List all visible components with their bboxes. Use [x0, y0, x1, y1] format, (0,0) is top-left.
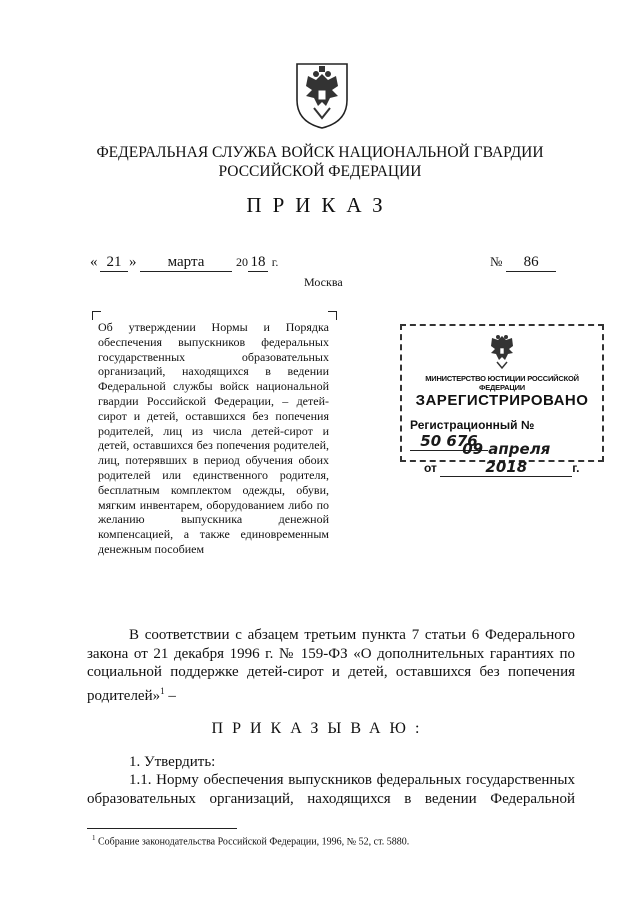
- title-bracket-right: [328, 311, 337, 320]
- org-name-line2: РОССИЙСКОЙ ФЕДЕРАЦИИ: [218, 163, 422, 180]
- stamp-registered: ЗАРЕГИСТРИРОВАНО: [415, 392, 589, 409]
- date-year-suffix: 18: [248, 254, 268, 272]
- document-title: Об утверждении Нормы и Порядка обеспечения выпускников федеральных государственных образовательных организаций, находящихся в ведении Федеральной службы войск национальной гвардии Российской Федерации, – детей-сирот и детей, оставшихся без попечения родителей, лиц из числа детей-сирот и детей, оставшихся без попечения родителей, лиц, потерявших в период обучения обоих родителей или единственного родителя, бесплатным комплектом одежды, обуви, мягким инвентарем, оборудованием либо по желанию выпускника денежной компенсацией, а также единовременным денежным пособием: [98, 320, 329, 556]
- stamp-reg-value: 50 676: [410, 432, 488, 451]
- document-type-heading: ПРИКАЗ: [246, 193, 394, 217]
- date-year: [236, 254, 278, 272]
- footnote-text: Собрание законодательства Российской Федерации, 1996, № 52, ст. 5880.: [95, 836, 410, 848]
- preamble-dash: –: [164, 687, 176, 704]
- stamp-reg-label: Регистрационный №: [410, 418, 535, 432]
- order-number: [490, 254, 556, 272]
- stamp-emblem-icon: [484, 332, 520, 370]
- item-1-1: 1.1. Норму обеспечения выпускников федеральных государственных образовательных организаций, находящихся в ведении Федеральной: [87, 772, 575, 807]
- date-open-quote: «: [90, 254, 98, 270]
- date-day: [100, 254, 128, 272]
- org-name-line1: ФЕДЕРАЛЬНАЯ СЛУЖБА ВОЙСК НАЦИОНАЛЬНОЙ ГВАРДИИ: [96, 144, 544, 161]
- footnote: [92, 834, 409, 847]
- date-month: [140, 254, 232, 272]
- stamp-ministry: МИНИСТЕРСТВО ЮСТИЦИИ РОССИЙСКОЙ ФЕДЕРАЦИИ: [425, 374, 579, 392]
- date-close-quote: »: [129, 254, 137, 270]
- stamp-from-label: от: [424, 461, 437, 475]
- title-bracket-left: [92, 311, 101, 320]
- number-sign: №: [490, 254, 503, 269]
- date-month-value: марта: [140, 254, 232, 272]
- footnote-reference: 1: [160, 685, 165, 696]
- registration-stamp: [400, 324, 604, 476]
- preamble-text: В соответствии с абзацем третьим пункта 7 статьи 6 Федерального закона от 21 декабря 1996 г. № 159-ФЗ «О дополнительных гарантиях по социальной поддержке детей-сирот и детей, оставшихся без попечения родителей»: [87, 627, 575, 704]
- date-day-value: 21: [100, 254, 128, 272]
- stamp-date-value: 09 апреля 2018: [440, 440, 572, 477]
- order-heading: ПРИКАЗЫВАЮ:: [211, 720, 429, 737]
- number-value: 86: [506, 254, 556, 272]
- item-1: 1. Утвердить:: [129, 754, 216, 770]
- coat-of-arms-emblem: [292, 60, 352, 130]
- footnote-mark: 1: [92, 834, 96, 842]
- stamp-year-mark: г.: [572, 461, 580, 475]
- city-label: Москва: [304, 275, 343, 289]
- preamble-paragraph: [87, 626, 575, 705]
- stamp-reg-date: [424, 440, 579, 477]
- footnote-divider: [87, 828, 237, 829]
- date-year-mark: г.: [271, 255, 279, 269]
- date-year-prefix: 20: [236, 255, 248, 269]
